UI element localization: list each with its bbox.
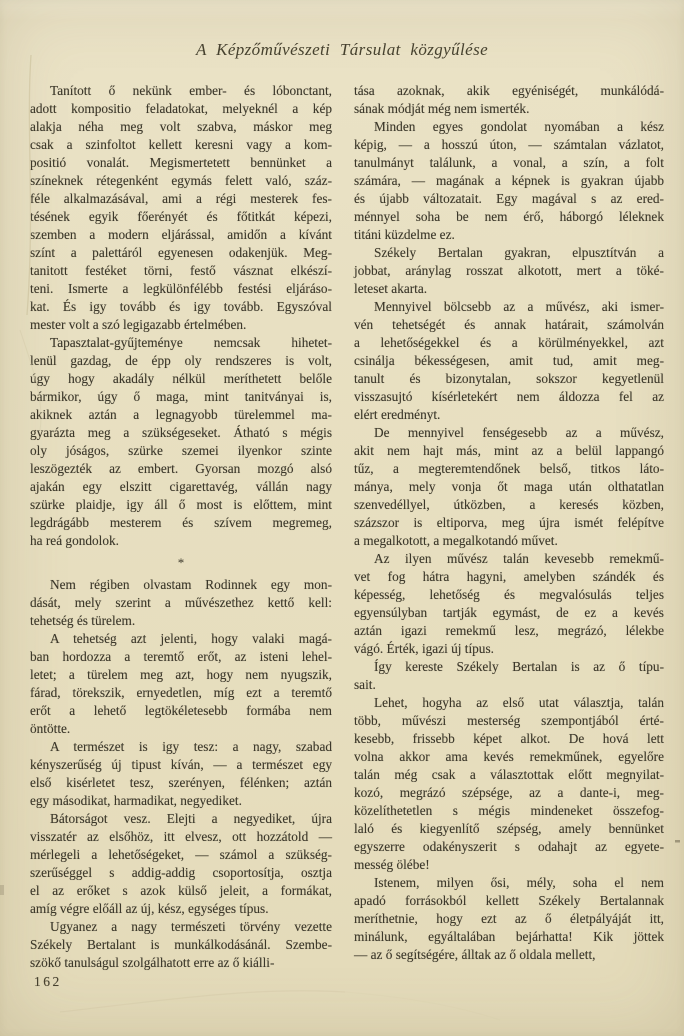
text-line: egyszerre odakényszerit s odahajt az egyete- (354, 839, 664, 854)
text-line: kat. És igy tovább és igy tovább. Egyszóval (30, 299, 332, 314)
text-line: sának módját még nem ismerték. (354, 101, 530, 116)
text-line: szenvedéllyel, útközben, a keresés közben, (354, 497, 664, 512)
text-line: kényszerűség új tipust kíván, — a természet egy (30, 757, 332, 772)
asterisk-icon: * (177, 555, 185, 570)
text-line: jobbat, aránylag rosszat alkotott, mert a töké- (354, 263, 664, 278)
paragraph (354, 424, 664, 550)
text-line: aztán igazi remekmű lesz, megrázó, lélekbe (354, 623, 664, 638)
text-line: tűz, a megteremtendőnek belső, titkos láto- (354, 461, 664, 476)
column-right (354, 82, 664, 972)
text-line: Mennyivel bölcsebb az a művész, aki ismer- (374, 299, 664, 314)
text-line: messég ölébe! (354, 857, 430, 872)
text-line: több, művészi mesterség szempontjából érté- (354, 713, 664, 728)
paragraph (354, 298, 664, 424)
text-line: minálunk, egyáltalában bejárhatta! Kik jöttek (354, 929, 664, 944)
text-line: positió vonalát. Megismertetett bennünket a (30, 155, 332, 170)
text-line: tésének egyik főerényét és főtitkát képezi, (30, 209, 332, 224)
text-line: volna akkor ama kevés remekműnek, egyelőre (354, 749, 664, 764)
text-line: elért eredményt. (354, 407, 441, 422)
page-header-title: A Képzőművészeti Társulat közgyűlése (195, 40, 489, 59)
text-line: Székely Bertalan gyakran, elpusztítván a (374, 245, 664, 260)
paragraph (354, 874, 664, 964)
text-line: ménnyel soha be nem érő, háborgó léleknek (354, 209, 664, 224)
text-line: visszasujtó kísérletekért nem áldozza fel az (354, 389, 664, 404)
text-line: Bátorságot vesz. Elejti a negyediket, újra (50, 811, 332, 826)
text-line: öntötte. (30, 721, 71, 736)
text-line: Istenem, milyen ősi, mély, soha el nem (374, 875, 664, 890)
text-line: színeknek rétegenként egymás felett való, száz- (30, 173, 332, 188)
text-line: szürke plaidje, igy áll ő most is előttem, mint (30, 497, 332, 512)
paragraph (354, 550, 664, 658)
text-line: A tehetség azt jelenti, hogy valaki magá- (50, 631, 332, 646)
text-line: egy másodikat, harmadikat, negyediket. (30, 793, 242, 808)
text-line: apadó forrásokból kellett Székely Bertalannak (354, 893, 664, 908)
paragraph (354, 118, 664, 244)
text-line: bármikor, úgy ő maga, mint tanitványai is, (30, 389, 332, 404)
text-line: letet; a türelem meg azt, hogy nem nyugszik, (30, 667, 332, 682)
paragraph (30, 738, 332, 810)
text-line: tása azoknak, akik egyéniségét, munkálódá- (354, 83, 664, 98)
text-line: Az ilyen művész talán kevesebb remekmű- (374, 551, 664, 566)
text-line: el az erőket s azok külső jeleit, a formákat, (30, 883, 332, 898)
paragraph (30, 82, 332, 334)
text-line: a lehetőségekkel és a körülményekkel, azt (354, 335, 664, 350)
text-line: úgy hogy akadály nélkül meríthetett belőle (30, 371, 332, 386)
text-line: lenül gazdag, de épp oly rendszeres is volt, (30, 353, 332, 368)
text-line: akiknek aztán a legnagyobb türelemmel ma- (30, 407, 332, 422)
text-line: laló és kiegyenlítő szépség, amely bennünket (354, 821, 664, 836)
text-columns (30, 82, 664, 972)
text-line: százszor is eltiporva, meg újra ismét felépítve (354, 515, 664, 530)
paragraph (354, 694, 664, 874)
text-line: Székely Bertalant is munkálkodásánál. Szembe- (30, 937, 332, 952)
text-line: képig, — a hosszú úton, — számtalan vázlatot, (354, 137, 664, 152)
paragraph (30, 334, 332, 550)
section-separator (30, 550, 332, 576)
text-line: Tapasztalat-gyűjteménye nemcsak hihetet- (50, 335, 332, 350)
text-line: tehetség és türelem. (30, 613, 136, 628)
text-line: csak a szinfoltot kellett keresni vagy a kom- (30, 137, 332, 152)
text-line: erőt a lehető legtökéletesebb formába nem (30, 703, 332, 718)
text-line: mánya, mely vonja őt maga után olthatatlan (354, 479, 664, 494)
text-line: amíg végre előáll az új, kész, egységes típus. (30, 901, 269, 916)
text-line: első kisérletet tesz, szerényen, félénken; aztán (30, 775, 332, 790)
text-line: szemben a modern eljárással, amidőn a kívánt (30, 227, 332, 242)
paragraph (30, 576, 332, 630)
column-left (30, 82, 332, 972)
text-line: szerűséggel s addig-addig csoportosítja, osztja (30, 865, 332, 880)
paragraph (30, 918, 332, 972)
text-line: ajakán egy elszitt cigarettavég, vállán nagy (30, 479, 332, 494)
text-line: De mennyivel fenségesebb az a művész, (374, 425, 664, 440)
text-line: csinálja békességesen, amit tud, amit meg- (354, 353, 664, 368)
text-line: szökő tanulságul szolgálhatott erre az ő kiálli- (30, 955, 275, 970)
text-line: Így kereste Székely Bertalan is az ő típu- (374, 659, 664, 674)
text-line: számára, — magának a képnek is gyakran újabb (354, 173, 664, 188)
text-line: akit nem hajt más, mint az a belül lappangó (354, 443, 664, 458)
text-line: vén tehetségét és annak határait, számolván (354, 317, 664, 332)
paragraph (30, 810, 332, 918)
text-line: ban hordozza a teremtő erőt, az isteni lehel- (30, 649, 332, 664)
text-line: egyensúlyban tartják egymást, de ez a kevés (354, 605, 664, 620)
text-line: tanitott festéket törni, festő vásznat elkészí- (30, 263, 332, 278)
text-line: visszatér az elsőhöz, itt elvesz, ott hozzátold — (30, 829, 332, 844)
paragraph (354, 244, 664, 298)
text-line: tanult és bizonytalan, sokszor kegyetlenül (354, 371, 664, 386)
text-line: kesebb, frissebb képet alkot. De hová lett (354, 731, 664, 746)
text-line: Lehet, hogyha az első utat választja, talán (374, 695, 664, 710)
text-line: vágó. Érték, igazi új típus. (354, 641, 494, 656)
page-number: 162 (34, 974, 62, 989)
text-line: Ugyanez a nagy természeti törvény vezette (50, 919, 332, 934)
text-line: képesség, lehetőség és megvalósulás teljes (354, 587, 664, 602)
text-line: adott kompositio feladatokat, melyeknél a kép (30, 101, 332, 116)
text-line: a megalkotott, a megalkotandó művet. (354, 533, 558, 548)
text-line: A természet is igy tesz: a nagy, szabad (50, 739, 332, 754)
text-line: tanulmányt találunk, a vonal, a szín, a folt (354, 155, 664, 170)
text-line: oly jóságos, szürke szemei ilyenkor szinte (30, 443, 332, 458)
text-line: dását, mely szerint a művészethez kettő kell: (30, 595, 332, 610)
text-line: vet fog hátra hagyni, amelyben szándék és (354, 569, 664, 584)
text-line: alakja néha meg volt szabva, máskor meg (30, 119, 332, 134)
text-line: színt a palettáról egyenesen odakenjük. Meg- (30, 245, 332, 260)
text-line: leteset akarta. (354, 281, 428, 296)
text-line: mérlegeli a lehetőségeket, — számol a szükség- (30, 847, 332, 862)
paragraph (354, 82, 664, 118)
text-line: teni. Ismerte a legkülönfélébb festési eljáráso- (30, 281, 332, 296)
text-line: titáni küzdelme ez. (354, 227, 455, 242)
text-line: Nem régiben olvastam Rodinnek egy mon- (50, 577, 332, 592)
text-line: féle alkalmazásával, ami a régi mesterek fes- (30, 191, 332, 206)
text-line: mester volt a szó legigazabb értelmében. (30, 317, 247, 332)
text-line: leszögezték az embert. Gyorsan mozgó alsó (30, 461, 332, 476)
text-line: Tanított ő nekünk ember- és lóbonctant, (50, 83, 332, 98)
text-line: — az ő segítségére, álltak az ő oldala mellett, (354, 947, 596, 962)
text-line: fárad, törekszik, ernyedetlen, míg ezt a teremtő (30, 685, 332, 700)
text-line: közelíthetetlen s mégis mindeneket összefog- (354, 803, 664, 818)
text-line: kozó, megrázó szépsége, az a dante-i, meg- (354, 785, 664, 800)
paragraph (354, 658, 664, 694)
text-line: gyarázta meg a szükségeseket. Átható s mégis (30, 425, 332, 440)
text-line: legdrágább mesterem és szívem megremeg, (30, 515, 332, 530)
text-line: meríthetnie, hogy ezt az ő életpályáját itt, (354, 911, 664, 926)
text-line: sait. (354, 677, 376, 692)
text-line: és újabb változatait. Egy magával s az ered- (354, 191, 664, 206)
text-line: talán még csak a választottak előtt megnyilat- (354, 767, 664, 782)
text-line: Minden egyes gondolat nyomában a kész (374, 119, 664, 134)
text-line: ha reá gondolok. (30, 533, 119, 548)
paragraph (30, 630, 332, 738)
